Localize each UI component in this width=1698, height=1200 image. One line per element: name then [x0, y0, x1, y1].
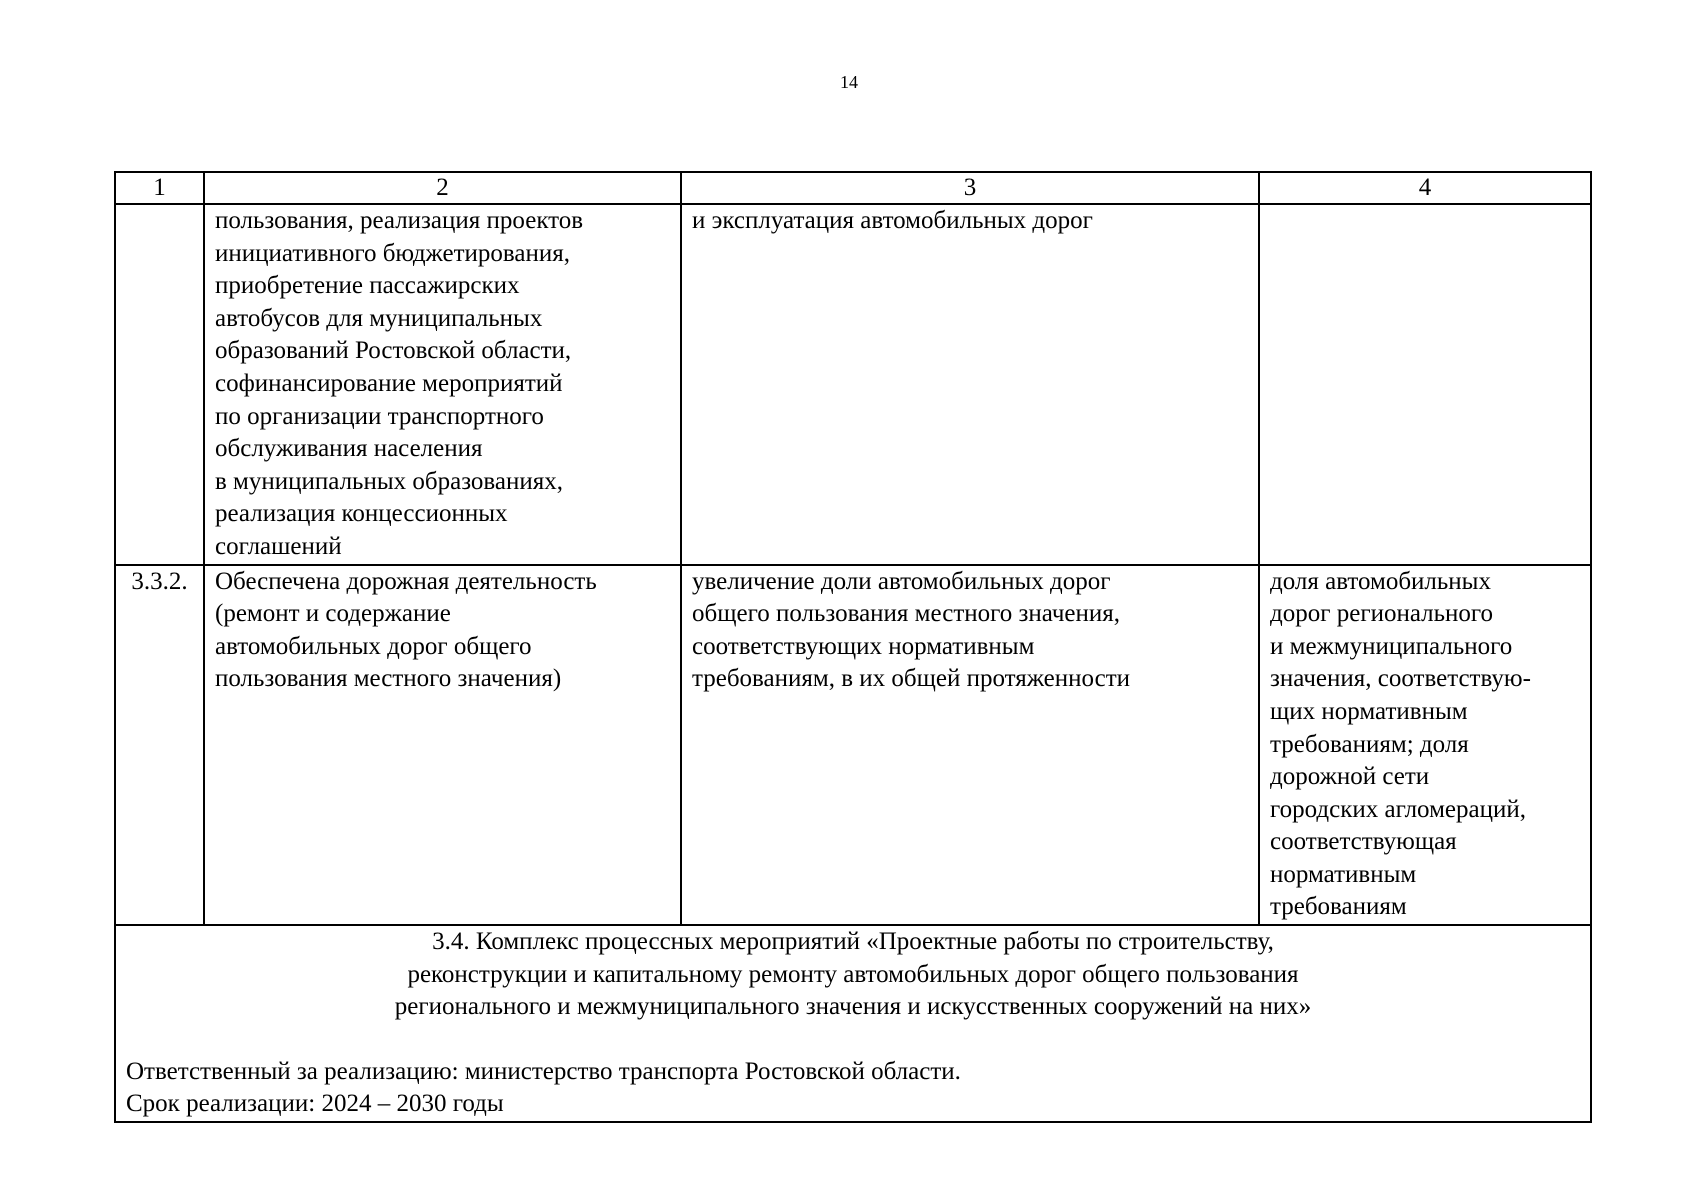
text-line: приобретение пассажирских — [215, 272, 520, 300]
table-row — [115, 565, 1591, 926]
text-line: соглашений — [215, 532, 342, 560]
page-number: 14 — [840, 72, 858, 92]
text-line: автомобильных дорог общего — [215, 632, 532, 660]
effect-cell — [681, 204, 1259, 565]
text-line: в муниципальных образованиях, — [215, 467, 564, 495]
table-header-row — [115, 172, 1591, 204]
text-line: обслуживания населения — [215, 435, 483, 463]
text-line: требованиям, в их общей протяженности — [692, 665, 1131, 693]
text-line: нормативным — [1270, 860, 1417, 888]
text-line: требованиям — [1270, 893, 1407, 921]
section-title-line: регионального и межмуниципального значения и искусственных сооружений на них» — [394, 993, 1312, 1021]
responsible-text: Ответственный за реализацию: министерство транспорта Ростовской области. — [126, 1057, 961, 1085]
column-header: 2 — [204, 172, 681, 204]
text-line: (ремонт и содержание — [215, 600, 451, 628]
text-line: щих нормативным — [1270, 697, 1468, 725]
text-line: софинансирование мероприятий — [215, 369, 563, 397]
column-header: 4 — [1259, 172, 1591, 204]
text-line: Обеспечена дорожная деятельность — [215, 567, 597, 595]
row-number: 3.3.2. — [115, 565, 204, 926]
effect-cell — [681, 565, 1259, 926]
column-header: 3 — [681, 172, 1259, 204]
text-line: и эксплуатация автомобильных дорог — [692, 207, 1093, 234]
text-line: требованиям; доля — [1270, 730, 1469, 758]
text-line: соответствующих нормативным — [692, 632, 1035, 660]
section-cell — [115, 925, 1591, 1122]
text-line: пользования, реализация проектов — [215, 207, 584, 234]
text-line: образований Ростовской области, — [215, 337, 572, 365]
section-title-line: реконструкции и капитальному ремонту автомобильных дорог общего пользования — [407, 960, 1299, 988]
column-header: 1 — [115, 172, 204, 204]
text-line: дорог регионального — [1270, 600, 1494, 628]
text-line: пользования местного значения) — [215, 665, 562, 693]
text-line: увеличение доли автомобильных дорог — [692, 567, 1111, 595]
task-cell — [204, 204, 681, 565]
task-cell — [204, 565, 681, 926]
indicator-cell — [1259, 204, 1591, 565]
period-text: Срок реализации: 2024 – 2030 годы — [126, 1090, 504, 1118]
text-line: общего пользования местного значения, — [692, 600, 1121, 628]
program-table — [114, 171, 1592, 1123]
text-line: и межмуниципального — [1270, 632, 1513, 660]
section-info — [126, 1056, 1580, 1121]
table-row — [115, 204, 1591, 565]
row-number — [115, 204, 204, 565]
text-line: дорожной сети — [1270, 763, 1430, 791]
section-title-line: 3.4. Комплекс процессных мероприятий «Проектные работы по строительству, — [432, 928, 1274, 956]
text-line: по организации транспортного — [215, 402, 544, 430]
section-title — [126, 926, 1580, 1024]
text-line: инициативного бюджетирования, — [215, 239, 570, 267]
text-line: автобусов для муниципальных — [215, 304, 543, 332]
text-line: реализация концессионных — [215, 500, 508, 528]
indicator-cell — [1259, 565, 1591, 926]
text-line: значения, соответствую- — [1270, 665, 1531, 693]
text-line: городских агломераций, — [1270, 795, 1526, 823]
text-line: доля автомобильных — [1270, 567, 1491, 595]
section-row — [115, 925, 1591, 1122]
text-line: соответствующая — [1270, 828, 1457, 856]
